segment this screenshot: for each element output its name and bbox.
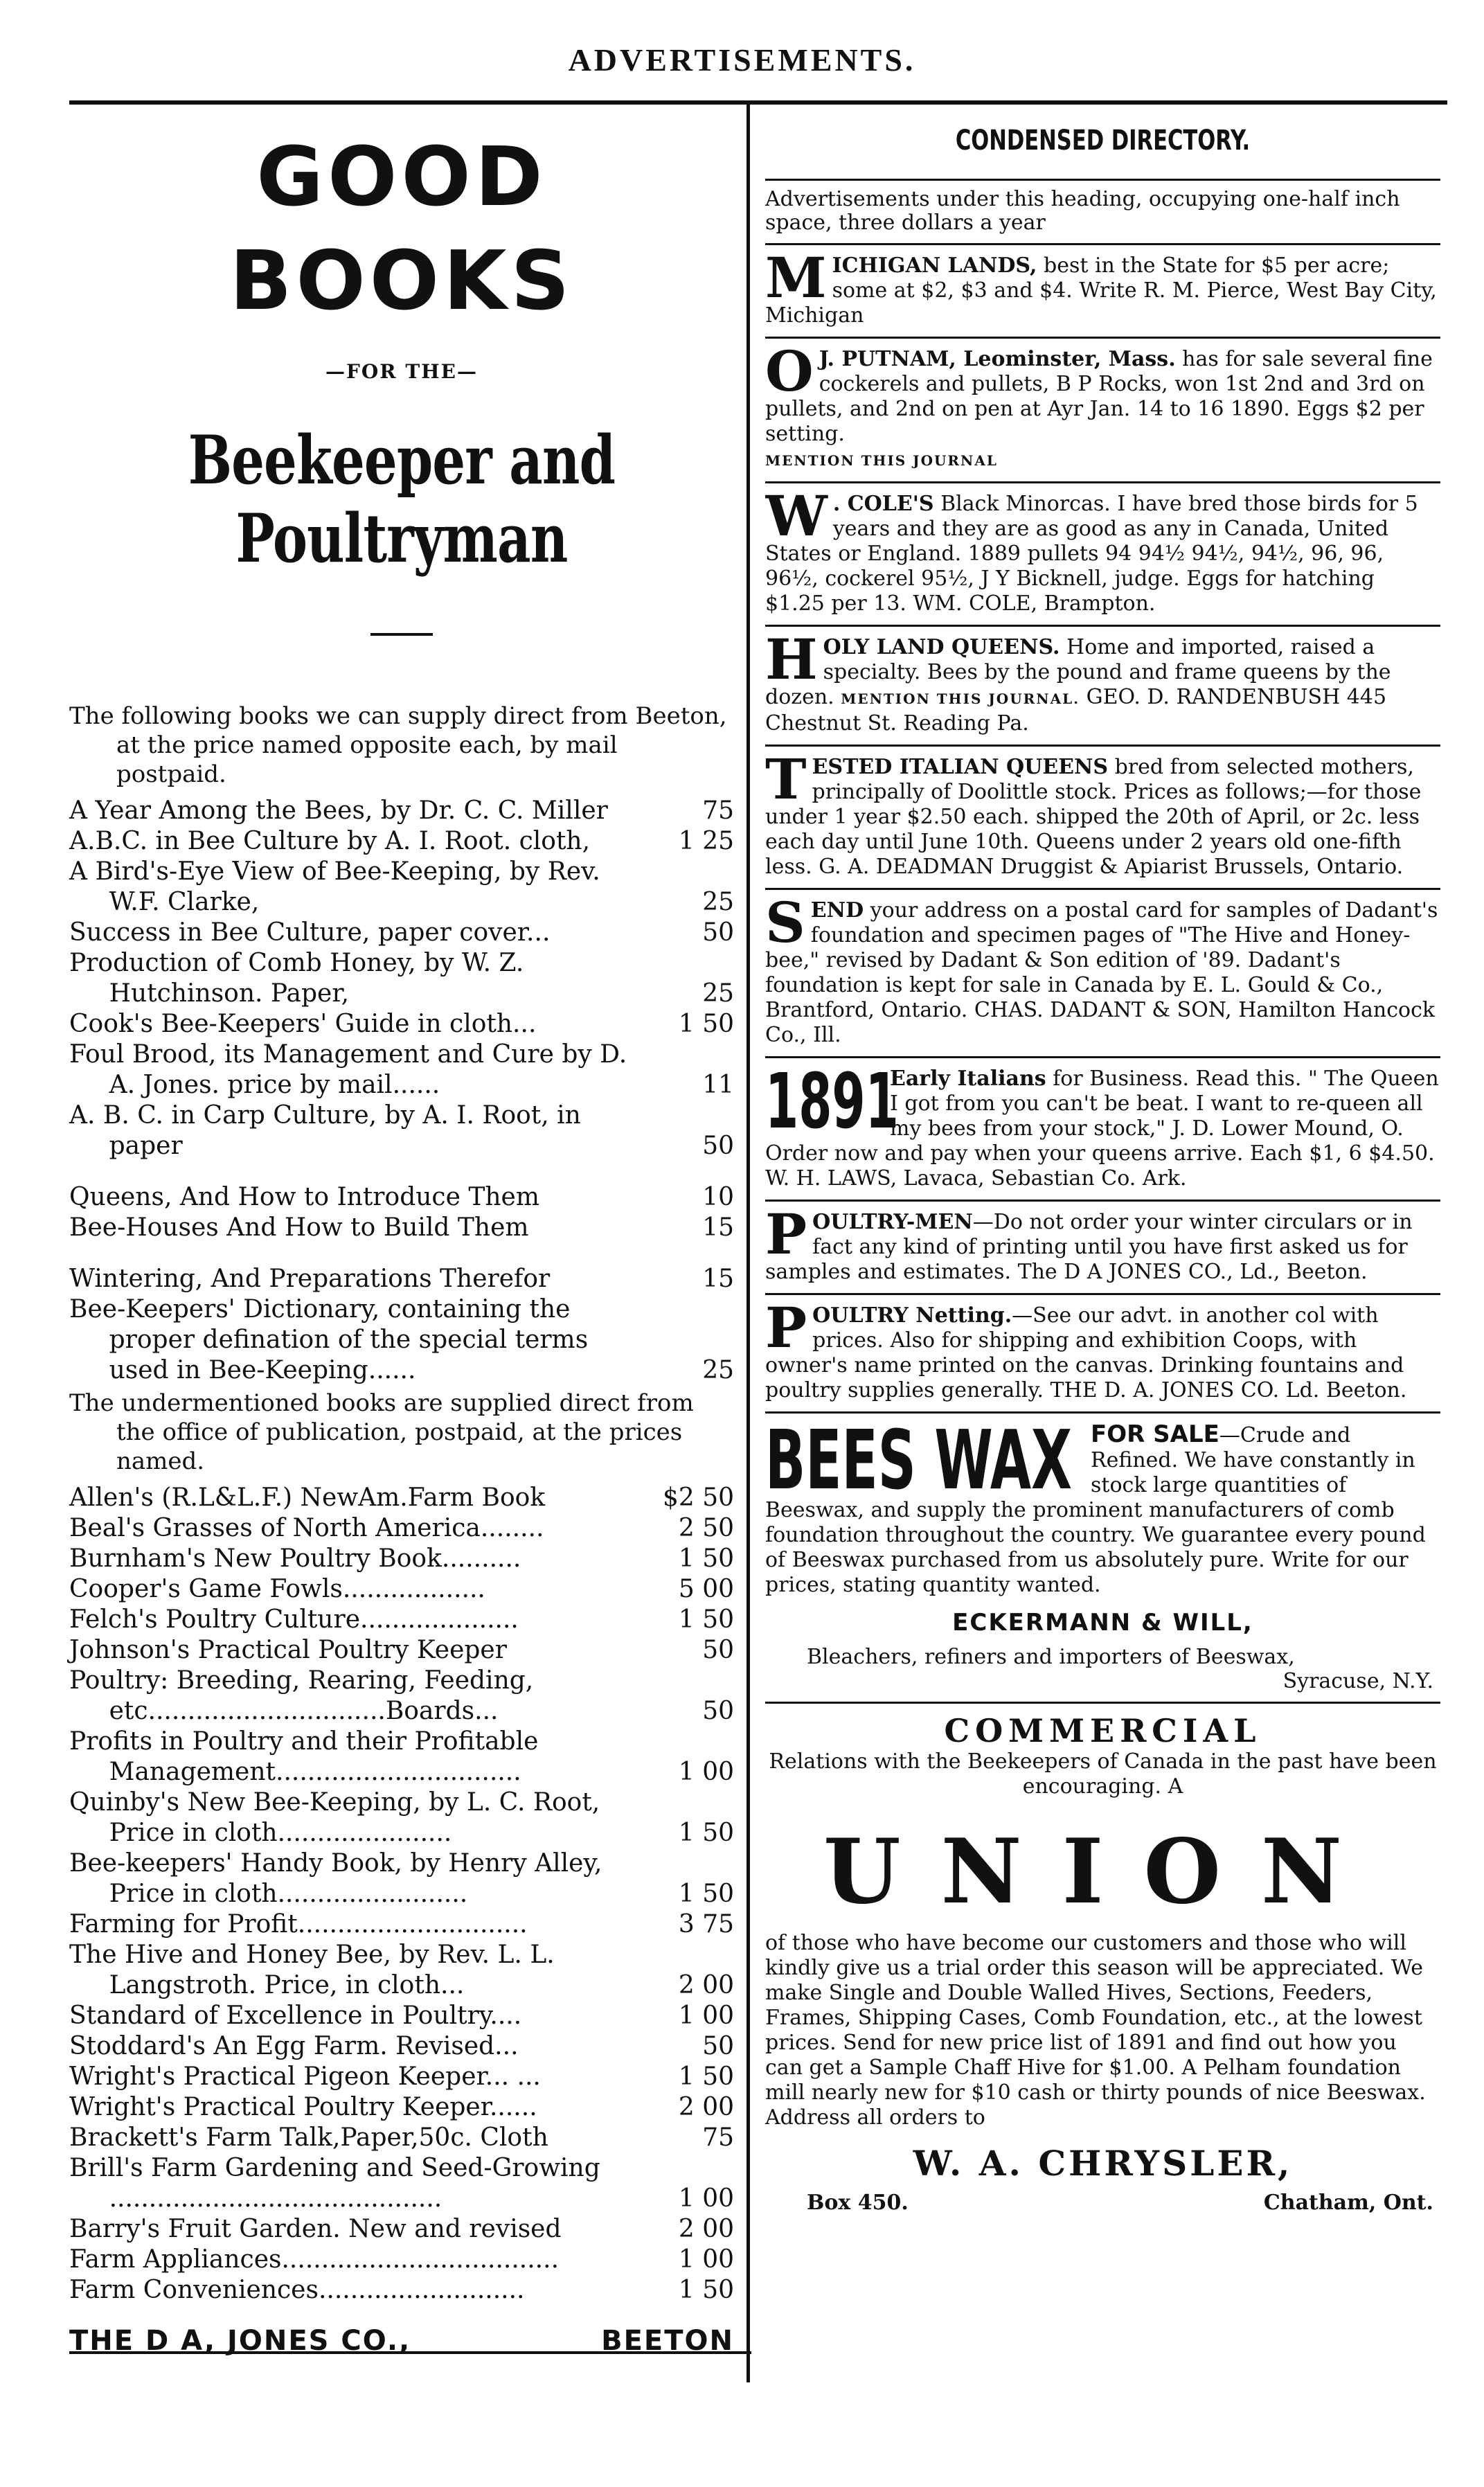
ad-separator — [765, 745, 1440, 747]
book-title: Production of Comb Honey, by W. Z. Hutchinson. Paper, — [69, 949, 524, 1008]
book-title: Barry's Fruit Garden. New and revised — [69, 2215, 562, 2243]
book-price: 2 00 — [678, 1971, 734, 1999]
book-title: Brill's Farm Gardening and Seed-Growing .......................................... — [69, 2154, 600, 2213]
directory-ad — [765, 755, 1440, 880]
book-row — [69, 2153, 734, 2214]
book-title: Felch's Poultry Culture.................... — [69, 1605, 519, 1634]
book-row — [69, 1788, 734, 1848]
book-row — [69, 918, 734, 948]
book-title: Allen's (R.L&L.F.) NewAm.Farm Book — [69, 1483, 546, 1512]
bee-book-list — [69, 796, 734, 1386]
publisher-place: BEETON — [601, 2325, 734, 2357]
book-title: Standard of Excellence in Poultry.... — [69, 2002, 522, 2030]
book-row — [69, 1213, 734, 1243]
book-title: A Year Among the Bees, by Dr. C. C. Miller — [69, 796, 608, 825]
book-price: 2 00 — [678, 2215, 734, 2243]
ad-body: for Business. Read this. " The Queen I got from you can't be beat. I want to re-queen all my bees from your stock," J. D. Lower Mound, O. Order now and pay when your queens arrive. Each $1, 6 $4.50. W. H. LAWS, Lavaca, Sebastian Co. Ark. — [765, 1067, 1439, 1191]
ad-lead: . COLE'S — [832, 492, 934, 516]
book-price: 50 — [702, 1636, 734, 1664]
book-row — [69, 1294, 734, 1386]
book-title: Bee-keepers' Handy Book, by Henry Alley, Price in cloth........................ — [69, 1849, 602, 1908]
beekeeper-poultryman-title: Beekeeper and Poultryman — [188, 421, 616, 578]
ad-body: —See our advt. in another col with prices. Also for shipping and exhibition Coops, with owner's name printed on the canvas. Drinking fountains and poultry supplies generally. THE D. A. JONES CO. Ld. Beeton. — [765, 1303, 1407, 1402]
poultry-book-list — [69, 1483, 734, 2306]
book-row — [69, 1727, 734, 1788]
ad-separator — [765, 481, 1440, 483]
book-price: 1 25 — [678, 827, 734, 855]
ad-lead: OULTRY-MEN — [812, 1210, 973, 1234]
book-price: 5 00 — [678, 1575, 734, 1603]
book-price: 75 — [702, 2123, 734, 2152]
book-price: 1 50 — [678, 1819, 734, 1847]
book-title: Poultry: Breeding, Rearing, Feeding, etc..............................Boards... — [69, 1666, 534, 1725]
book-title: Stoddard's An Egg Farm. Revised... — [69, 2032, 519, 2060]
top-rule — [69, 100, 1447, 105]
book-title: Cooper's Game Fowls.................. — [69, 1575, 485, 1603]
book-price: 25 — [702, 888, 734, 916]
book-row — [69, 1264, 734, 1294]
book-price: $2 50 — [662, 1483, 734, 1512]
book-title: Farm Conveniences.......................... — [69, 2276, 525, 2304]
publisher-name: THE D A, JONES CO., — [69, 2325, 411, 2357]
ad-body: —Do not order your winter circulars or in fact any kind of printing until you have first asked us for samples and estimates. The D A JONES CO., Ld., Beeton. — [765, 1210, 1413, 1284]
book-row — [69, 1574, 734, 1605]
book-price: 15 — [702, 1265, 734, 1293]
book-price: 1 50 — [678, 1880, 734, 1908]
directory-ad — [765, 492, 1440, 616]
ad-dropcap: P — [765, 1303, 807, 1360]
condensed-directory-column — [765, 125, 1440, 2215]
book-title: Bee-Houses And How to Build Them — [69, 1213, 529, 1242]
ad-body: Black Minorcas. I have bred those birds for 5 years and they are as good as any in Canada, United States or England. 1889 pullets 94 94½ 94½, 94½, 96, 96, 96½, cockerel 95½, J Y Bicknell, judge. Eggs for hatching $1.25 per 13. WM. COLE, Brampton. — [765, 492, 1418, 616]
ad-tail: GEO. D. RANDENBUSH 445 Chestnut St. Reading Pa. — [765, 685, 1387, 736]
book-title: Wintering, And Preparations Therefor — [69, 1265, 551, 1293]
book-row — [69, 2214, 734, 2245]
ad-dropcap: O — [765, 347, 814, 404]
book-row — [69, 796, 734, 826]
book-price: 1 00 — [678, 2002, 734, 2030]
ad-body: best in the State for $5 per acre; some at $2, $3 and $4. Write R. M. Pierce, West Bay City, Michigan — [765, 253, 1437, 328]
book-price: 11 — [702, 1071, 734, 1099]
ad-separator — [765, 1200, 1440, 1202]
ad-lead: ESTED ITALIAN QUEENS — [812, 755, 1109, 779]
ad-dropcap: P — [765, 1210, 807, 1267]
book-title: Wright's Practical Pigeon Keeper... ... — [69, 2062, 541, 2091]
directory-ad — [765, 253, 1440, 328]
chrysler-ad — [765, 1712, 1440, 2215]
ad-separator — [765, 1411, 1440, 1414]
directory-ad — [765, 1210, 1440, 1285]
ad-lead: END — [810, 898, 864, 922]
ad-lead: OULTRY Netting. — [812, 1303, 1012, 1328]
book-title: Queens, And How to Introduce Them — [69, 1183, 539, 1211]
ad-body: bred from selected mothers, principally of Doolittle stock. Prices as follows;—for those under 1 year $2.50 each. shipped the 20th of April, or 2c. less each day until June 10th. Queens under 2 years old one-fifth less. G. A. DEADMAN Druggist & Apiarist Brussels, Ontario. — [765, 755, 1422, 879]
books-intro: The following books we can supply direct from Beeton, at the price named opposite each, by mail postpaid. — [69, 702, 727, 788]
book-title: Foul Brood, its Management and Cure by D. A. Jones. price by mail...... — [69, 1040, 627, 1099]
chrysler-city: Chatham, Ont. — [1263, 2191, 1433, 2215]
ad-body: has for sale several fine cockerels and pullets, B P Rocks, won 1st 2nd and 3rd on pullets, and 2nd on pen at Ayr Jan. 14 to 16 1890. Eggs $2 per setting. — [765, 347, 1433, 446]
ad-separator — [765, 625, 1440, 627]
book-title: A Bird's-Eye View of Bee-Keeping, by Rev. W.F. Clarke, — [69, 857, 600, 916]
book-row — [69, 1666, 734, 1727]
ad-lead: OLY LAND QUEENS. — [823, 635, 1060, 659]
book-price: 25 — [702, 1356, 734, 1384]
book-price: 1 00 — [678, 2245, 734, 2274]
short-rule — [370, 633, 433, 636]
column-divider — [747, 104, 750, 2382]
book-row — [69, 1635, 734, 1666]
ad-dropcap: T — [765, 755, 807, 812]
book-price: 50 — [702, 918, 734, 947]
book-row — [69, 2062, 734, 2092]
directory-ad — [765, 898, 1440, 1048]
book-title: Bee-Keepers' Dictionary, containing the proper defination of the special terms used in Bee-Keeping...... — [69, 1295, 589, 1384]
eckermann-description: Bleachers, refiners and importers of Beeswax, — [807, 1645, 1295, 1669]
chrysler-box: Box 450. — [807, 2191, 909, 2215]
book-row — [69, 2245, 734, 2275]
bottom-rule — [69, 2351, 751, 2354]
book-row — [69, 948, 734, 1009]
union-heading: UNION — [823, 1820, 1382, 1924]
book-row — [69, 1009, 734, 1040]
book-row — [69, 2123, 734, 2153]
book-title: Burnham's New Poultry Book.......... — [69, 1544, 521, 1573]
ad-body: Home and imported, raised a specialty. Bees by the pound and frame queens by the dozen. — [765, 635, 1391, 709]
ad-dropcap: S — [765, 898, 805, 955]
book-price: 1 50 — [678, 1010, 734, 1038]
book-title: The Hive and Honey Bee, by Rev. L. L. Langstroth. Price, in cloth... — [69, 1941, 555, 1999]
relations-text: Relations with the Beekeepers of Canada in the past have been encouraging. A — [769, 1749, 1437, 1799]
ad-separator — [765, 243, 1440, 245]
book-row — [69, 1848, 734, 1909]
book-title: Brackett's Farm Talk,Paper,50c. Cloth — [69, 2123, 548, 2152]
ad-separator — [765, 1702, 1440, 1704]
chrysler-address — [765, 2191, 1440, 2215]
book-row — [69, 1100, 734, 1161]
ad-separator — [765, 337, 1440, 339]
book-price: 50 — [702, 1697, 734, 1725]
ad-separator — [765, 1293, 1440, 1295]
ad-lead: ICHIGAN LANDS, — [832, 253, 1037, 278]
ad-body: your address on a postal card for samples of Dadant's foundation and specimen pages of "The Hive and Honey-bee," revised by Dadant & Son edition of '89. Dadant's foundation is kept for sale in Canada by E. L. Gould & Co., Brantford, Ontario. CHAS. DADANT & SON, Hamilton Hancock Co., Ill. — [765, 898, 1438, 1047]
classified-ads — [765, 253, 1440, 1414]
directory-ad — [765, 1067, 1440, 1191]
book-price: 75 — [702, 796, 734, 825]
book-price: 50 — [702, 2032, 734, 2060]
beeswax-ad — [765, 1422, 1440, 1598]
book-row — [69, 1605, 734, 1635]
ad-lead: Early Italians — [890, 1067, 1046, 1091]
book-title: Beal's Grasses of North America........ — [69, 1514, 544, 1542]
supply-note: The undermentioned books are supplied direct from the office of publication, postpaid, at the prices named. — [69, 1389, 694, 1475]
book-row — [69, 1544, 734, 1574]
directory-title: CONDENSED DIRECTORY. — [955, 125, 1251, 157]
book-row — [69, 2031, 734, 2062]
book-price: 1 00 — [678, 2184, 734, 2213]
book-title: Farming for Profit............................. — [69, 1910, 528, 1938]
book-row — [69, 2092, 734, 2123]
book-price: 2 50 — [678, 1514, 734, 1542]
book-title: Success in Bee Culture, paper cover... — [69, 918, 551, 947]
chrysler-name: W. A. CHRYSLER, — [913, 2143, 1293, 2184]
book-row — [69, 1483, 734, 1513]
book-price: 3 75 — [678, 1910, 734, 1938]
directory-ad — [765, 635, 1440, 736]
commercial-heading: COMMERCIAL — [944, 1712, 1262, 1749]
ad-dropcap: M — [765, 253, 827, 310]
book-row — [69, 1040, 734, 1100]
ad-dropcap: H — [765, 635, 818, 692]
book-price: 25 — [702, 979, 734, 1008]
book-row — [69, 1909, 734, 1940]
book-title: A. B. C. in Carp Culture, by A. I. Root, in paper — [69, 1101, 581, 1160]
book-row — [69, 826, 734, 857]
book-price: 1 50 — [678, 2062, 734, 2091]
eckermann-place: Syracuse, N.Y. — [1282, 1669, 1433, 1693]
good-books-headline: GOOD BOOKS — [229, 129, 574, 328]
beeswax-body: —Crude and Refined. We have constantly in stock large quantities of Beeswax, and supply the prominent manufacturers of comb foundation throughout the country. We guarantee every pound of Beeswax purchased from us absolutely pure. Write for our prices, stating quantity wanted. — [765, 1423, 1426, 1597]
ad-separator — [765, 888, 1440, 890]
for-the-label: —FOR THE— — [325, 360, 478, 383]
book-title: Profits in Poultry and their Profitable Management............................... — [69, 1727, 539, 1786]
book-row — [69, 857, 734, 918]
book-price: 2 00 — [678, 2093, 734, 2121]
directory-rule — [765, 179, 1440, 181]
directory-ad — [765, 347, 1440, 473]
ad-mention: MENTION THIS JOURNAL — [765, 452, 998, 469]
page-title: ADVERTISEMENTS. — [568, 42, 916, 78]
directory-note: Advertisements under this heading, occupying one-half inch space, three dollars a year — [765, 187, 1400, 235]
chrysler-body: of those who have become our customers and those who will kindly give us a trial order this season will be appreciated. We make Single and Double Walled Hives, Sections, Feeders, Frames, Shipping Cases, Comb Foundation, etc., at the lowest prices. Send for new price list of 1891 and find out how you can get a Sample Chaff Hive for $1.00. A Pelham foundation mill nearly new for $10 cash or thirty pounds of nice Beeswax. Address all orders to — [765, 1931, 1426, 2130]
book-title: Quinby's New Bee-Keeping, by L. C. Root, Price in cloth...................... — [69, 1788, 600, 1847]
book-price: 1 00 — [678, 1758, 734, 1786]
ad-dropcap: W — [765, 492, 828, 549]
for-sale-label: FOR SALE — [1091, 1422, 1219, 1448]
book-price: 50 — [702, 1132, 734, 1160]
book-row — [69, 2275, 734, 2306]
book-title: Wright's Practical Poultry Keeper...... — [69, 2093, 537, 2121]
ad-separator — [765, 1056, 1440, 1058]
book-row — [69, 1513, 734, 1544]
ad-lead: J. PUTNAM, Leominster, Mass. — [819, 347, 1176, 371]
book-title: A.B.C. in Bee Culture by A. I. Root. cloth, — [69, 827, 591, 855]
ad-year: 1891 — [765, 1067, 899, 1146]
book-price: 1 50 — [678, 1605, 734, 1634]
book-price: 15 — [702, 1213, 734, 1242]
good-books-column — [69, 111, 734, 2357]
book-price: 1 50 — [678, 1544, 734, 1573]
book-title: Johnson's Practical Poultry Keeper — [69, 1636, 507, 1664]
book-row — [69, 2001, 734, 2031]
eckermann-will: ECKERMANN & WILL, — [952, 1609, 1253, 1637]
book-title: Cook's Bee-Keepers' Guide in cloth... — [69, 1010, 537, 1038]
directory-ad — [765, 1303, 1440, 1403]
book-price: 10 — [702, 1183, 734, 1211]
book-price: 1 50 — [678, 2276, 734, 2304]
book-title: Farm Appliances................................... — [69, 2245, 560, 2274]
book-row — [69, 1182, 734, 1213]
beeswax-heading: BEES WAX — [765, 1422, 1072, 1508]
ad-mention: MENTION THIS JOURNAL. — [841, 690, 1080, 707]
book-row — [69, 1940, 734, 2001]
